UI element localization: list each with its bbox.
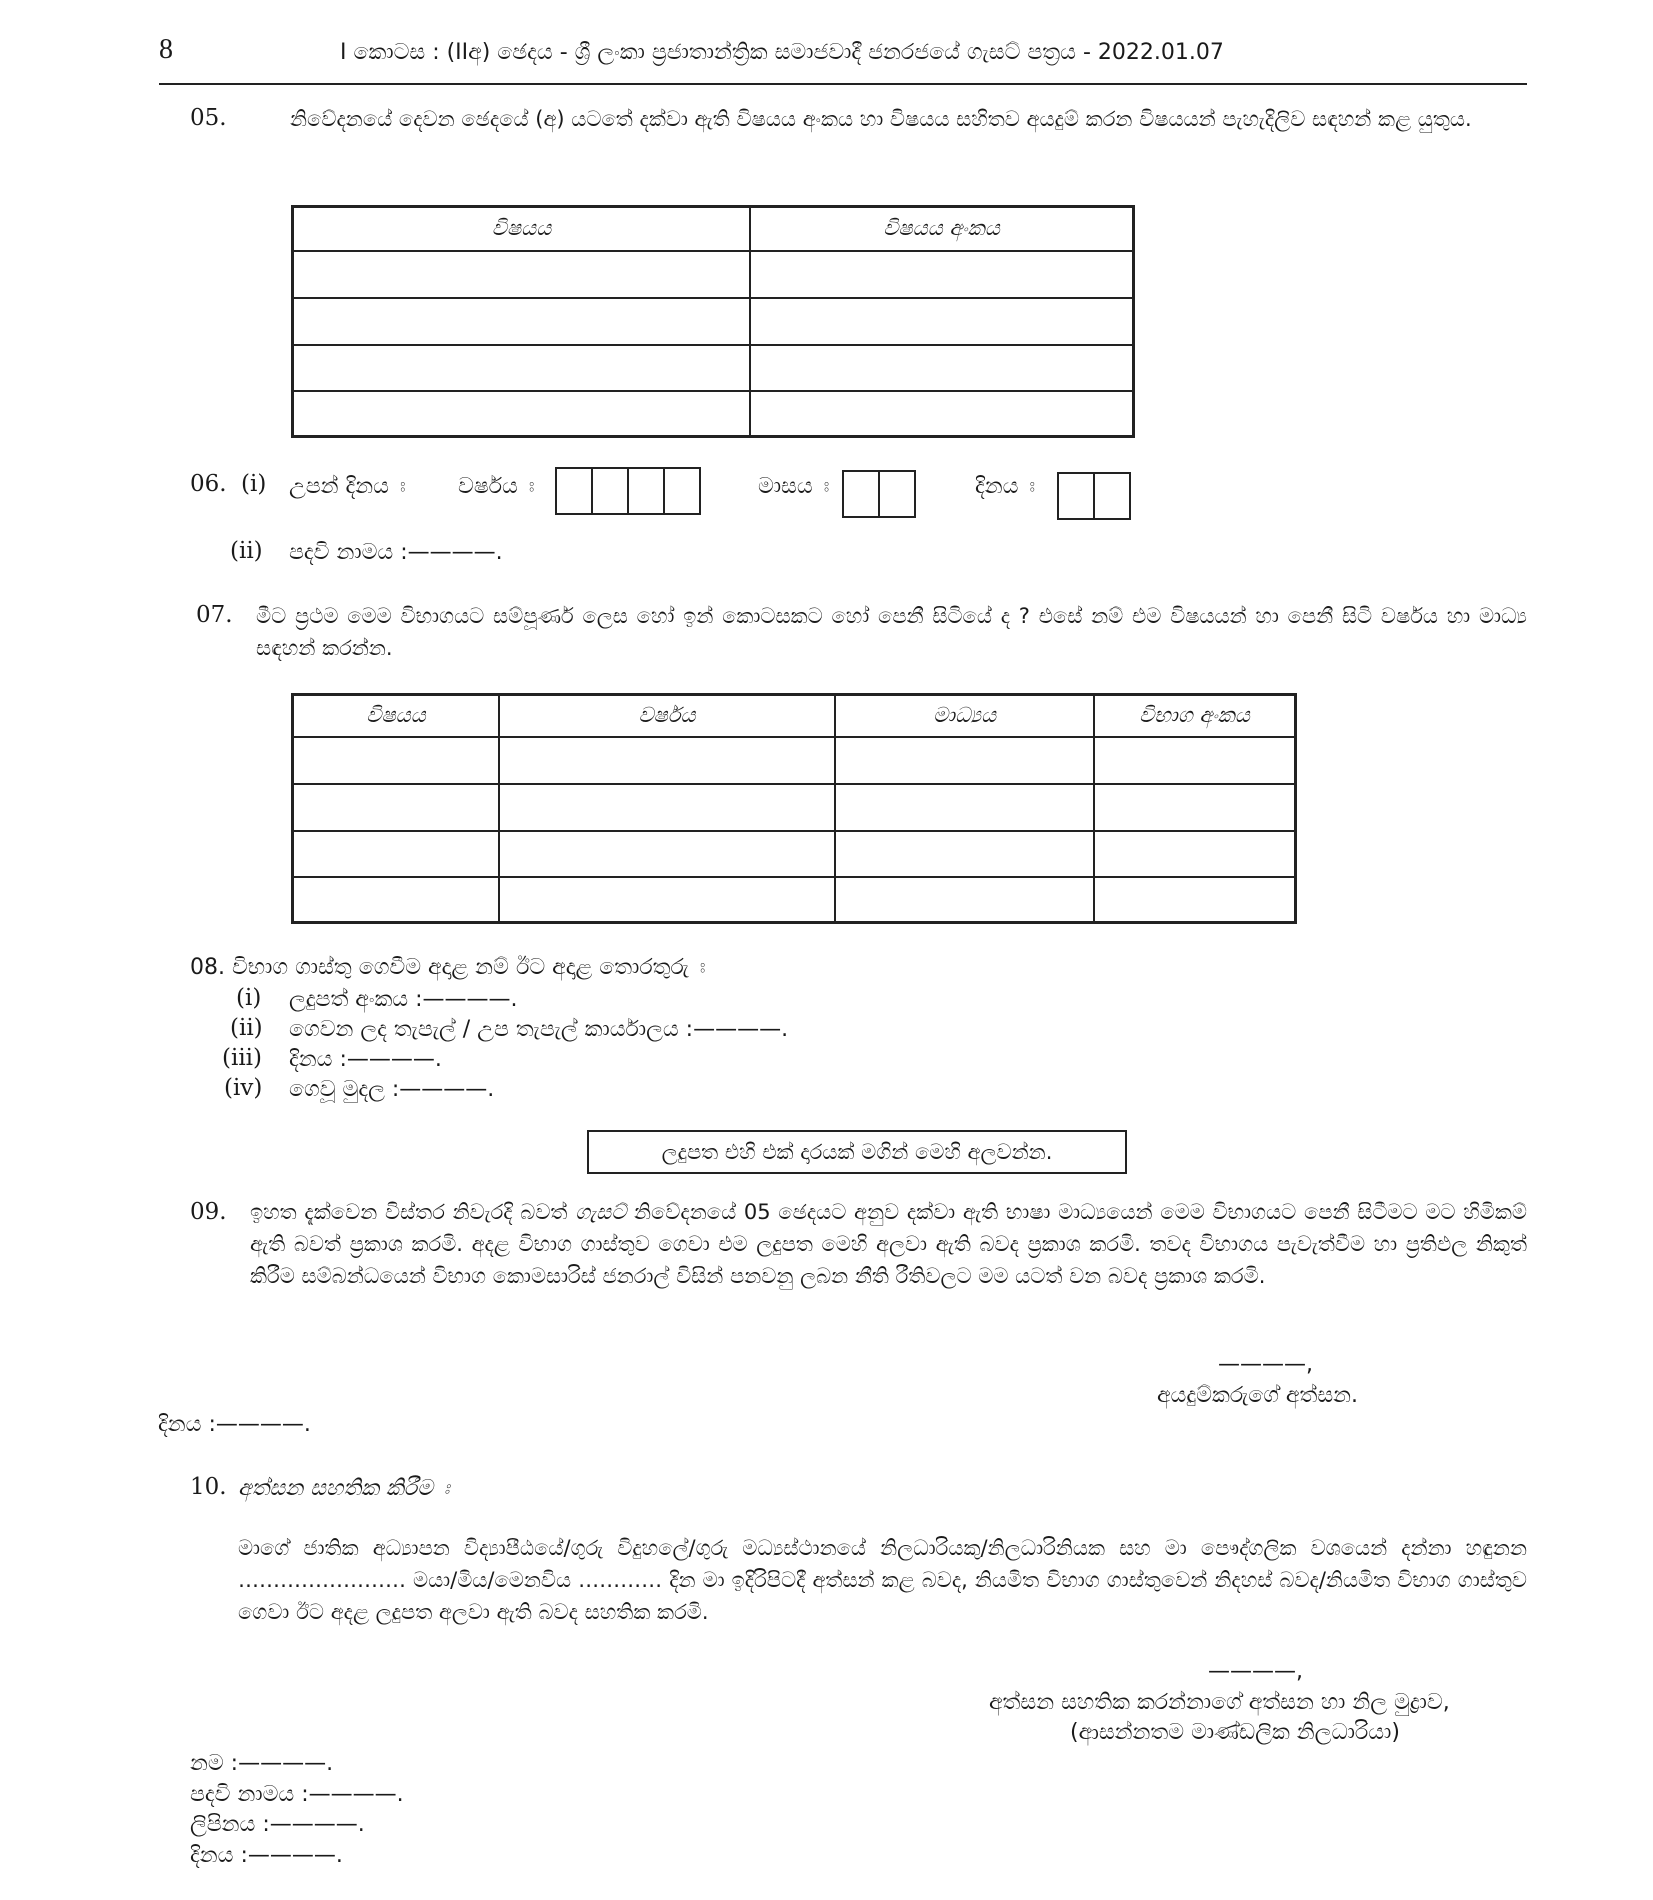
- table-cell[interactable]: [293, 877, 500, 923]
- table-cell[interactable]: [750, 345, 1134, 391]
- applicant-signature-label: අයදුම්කරුගේ අත්සන.: [1157, 1383, 1359, 1408]
- table-cell[interactable]: [293, 391, 751, 437]
- table-cell[interactable]: [293, 737, 500, 784]
- table-cell[interactable]: [835, 877, 1094, 923]
- gazette-word: ගැසට්: [575, 1200, 627, 1224]
- section-09-number: 09.: [190, 1199, 227, 1225]
- year-boxes[interactable]: [555, 467, 701, 515]
- table-cell[interactable]: [835, 737, 1094, 784]
- section-10-title: අත්සන සහතික කිරීම ඃ: [238, 1476, 450, 1501]
- prev-col-year: වර්ෂය: [499, 695, 835, 737]
- certifier-signature-line: ————,: [1208, 1659, 1303, 1684]
- section-05-number: 05.: [190, 105, 227, 131]
- table-cell[interactable]: [293, 784, 500, 831]
- previous-attempts-header: [293, 695, 1296, 737]
- s08-item-number: (i): [236, 985, 262, 1011]
- designation-field: පදවි නාමය :————.: [289, 540, 503, 565]
- section-10-text: මාගේ ජාතික අධ්‍යාපන විද්‍යාපීඨයේ/ගුරු විදුහලේ/ගුරු මධ්‍යස්ථානයේ නිලධාරියකු/නිලධාරිනියක සහ මා පෞද්ගලික වශයෙන් දන්නා හඳුනන …………………… මයා/මිය/මෙනවිය ………… දින මා ඉදිරිපිටදී අත්සන් කළ බවද, නියමිත විභාග ගාස්තුවෙන් නිදහස් බවද/නියමිත විභාග ගාස්තුව ගෙවා ඊට අදළ ලදුපත අලවා ඇති බවද සහතික කරමි.: [238, 1536, 1527, 1624]
- section-07-number: 07.: [196, 602, 233, 628]
- table-row: [293, 877, 1296, 923]
- table-cell[interactable]: [293, 831, 500, 877]
- amount-paid-field: ගෙවූ මුදල :————.: [289, 1077, 495, 1102]
- table-row: [293, 737, 1296, 784]
- applicant-signature-line: ————,: [1218, 1352, 1313, 1377]
- table-cell[interactable]: [499, 784, 835, 831]
- table-cell[interactable]: [499, 877, 835, 923]
- day-label: දිනය ඃ: [975, 474, 1036, 499]
- section-09-text: ඉහත දැක්වෙන විස්තර නිවැරදි බවත් ගැසට් නිවේදනයේ 05 ඡෙදයට අනුව දක්වා ඇති භාෂා මාධ්‍යයෙන් මෙම විභාගයට පෙනී සිටීමට මට හිමිකම් ඇති බවත් ප්‍රකාශ කරමි. අදළ විභාග ගාස්තුව ගෙවා එම ලදුපත මෙහි අලවා ඇති බවද ප්‍රකාශ කරමි. තවද විභාගය පැවැත්වීම හා ප්‍රතිඵල නිකුත් කිරීම සම්බන්ධයෙන් විභාග කොමසාරිස් ජනරාල් විසින් පනවනු ලබන නීති රීතිවලට මම යටත් වන බවද ප්‍රකාශ කරමි.: [250, 1200, 1527, 1288]
- s08-item-number: (iv): [224, 1075, 263, 1101]
- subjects-col-subject-number: විෂයය අංකය: [750, 207, 1134, 251]
- s08-item-number: (ii): [230, 1015, 263, 1041]
- table-cell[interactable]: [1094, 784, 1296, 831]
- subjects-col-subject: විෂයය: [293, 207, 751, 251]
- certifier-signature-label: අත්සන සහතික කරන්නාගේ අත්සන හා නිල මුද්‍රාව,: [989, 1690, 1450, 1715]
- table-cell[interactable]: [835, 784, 1094, 831]
- section-10-number: 10.: [190, 1474, 227, 1500]
- section-06-i: (i): [241, 471, 267, 497]
- certifier-designation-field: පදවි නාමය :————.: [190, 1782, 404, 1807]
- section-06-ii: (ii): [230, 538, 263, 564]
- table-cell[interactable]: [835, 831, 1094, 877]
- table-cell[interactable]: [1094, 831, 1296, 877]
- receipt-paste-note: ලදුපත එහි එක් දාරයක් මගින් මෙහි අලවන්න.: [587, 1130, 1127, 1174]
- section-07-text: මීට ප්‍රථම මෙම විභාගයට සම්පූර්ණ ලෙස හෝ ඉන් කොටසකට හෝ පෙනී සිටියේ ද ? එසේ නම් එම විෂයයන් හා පෙනී සිටි වර්ෂය හා මාධ්‍ය සඳහන් කරන්න.: [256, 604, 1527, 660]
- table-cell[interactable]: [293, 298, 751, 345]
- previous-attempts-table: [291, 693, 1297, 924]
- prev-col-subject: විෂයය: [293, 695, 500, 737]
- dob-label: උපන් දිනය ඃ: [289, 474, 406, 499]
- table-cell[interactable]: [1094, 877, 1296, 923]
- certifier-name-field: නම :————.: [190, 1751, 334, 1776]
- table-row: [293, 251, 1134, 298]
- table-cell[interactable]: [750, 298, 1134, 345]
- table-row: [293, 784, 1296, 831]
- table-row: [293, 831, 1296, 877]
- table-row: [293, 391, 1134, 437]
- section-08-title: 08. විභාග ගාස්තු ගෙවීම අදාළ නම් ඊට අදාළ තොරතුරු ඃ: [190, 955, 706, 980]
- payment-date-field: දිනය :————.: [289, 1047, 442, 1072]
- receipt-number-field: ලදුපත් අංකය :————.: [289, 987, 518, 1012]
- section-06-number: 06.: [190, 471, 227, 497]
- subjects-table-header: [293, 207, 1134, 251]
- prev-col-exam-number: විභාග අංකය: [1094, 695, 1296, 737]
- s08-item-number: (iii): [222, 1045, 263, 1071]
- table-row: [293, 298, 1134, 345]
- month-boxes[interactable]: [842, 470, 916, 518]
- applicant-date-field: දිනය :————.: [158, 1412, 311, 1437]
- table-cell[interactable]: [1094, 737, 1296, 784]
- prev-col-medium: මාධ්‍යය: [835, 695, 1094, 737]
- certifier-designation-note: (ආසන්නතම මාණ්ඩලික නිලධාරියා): [1070, 1720, 1400, 1745]
- table-cell[interactable]: [750, 251, 1134, 298]
- header-rule: [159, 83, 1527, 85]
- year-label: වර්ෂය ඃ: [458, 474, 535, 499]
- month-label: මාසය ඃ: [758, 474, 830, 499]
- day-boxes[interactable]: [1057, 472, 1131, 520]
- gazette-header-title: I කොටස : (IIඅ) ඡෙදය - ශ්‍රී ලංකා ප්‍රජාතාන්ත්‍රික සමාජවාදී ජනරජයේ ගැසට් පත්‍රය - 2022.01.07: [340, 40, 1224, 65]
- section-05-text: නිවේදනයේ දෙවන ඡෙදයේ (අ) යටතේ දක්වා ඇති විෂයය අංකය හා විෂයය සහිතව අයදුම් කරන විෂයයන් පැහැදිලිව සඳහන් කළ යුතුය.: [290, 107, 1472, 131]
- page-number: 8: [159, 34, 173, 65]
- table-cell[interactable]: [499, 737, 835, 784]
- table-row: [293, 345, 1134, 391]
- subjects-table: [291, 205, 1135, 438]
- table-cell[interactable]: [499, 831, 835, 877]
- certifier-date-field: දිනය :————.: [190, 1843, 343, 1868]
- post-office-field: ගෙවන ලද තැපැල් / උප තැපැල් කාර්යාලය :————.: [289, 1017, 789, 1042]
- table-cell[interactable]: [293, 251, 751, 298]
- table-cell[interactable]: [750, 391, 1134, 437]
- table-cell[interactable]: [293, 345, 751, 391]
- certifier-address-field: ලිපිනය :————.: [190, 1812, 365, 1837]
